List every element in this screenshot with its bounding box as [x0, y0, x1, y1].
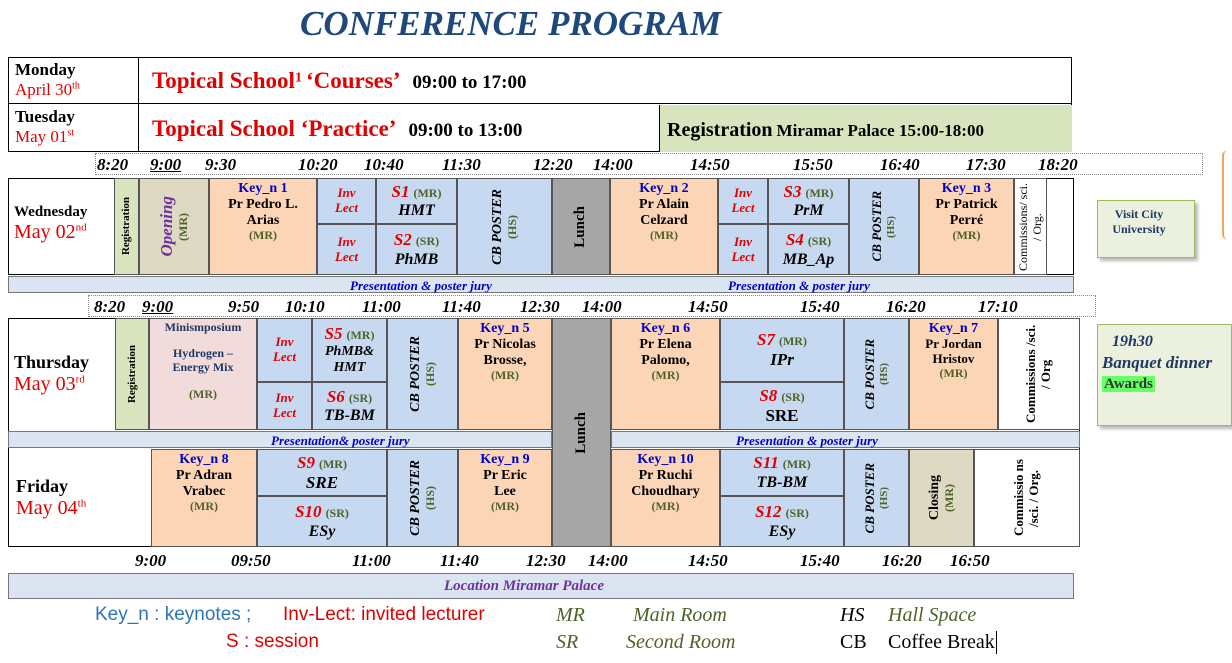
thu-session-s6	[312, 382, 387, 430]
wed-inv-lect-1	[317, 178, 376, 224]
wed-opening-label: Opening	[157, 196, 177, 257]
thu-fri-lunch	[552, 318, 611, 547]
time-label: 8:20	[97, 155, 129, 174]
monday-topical-label: Topical School	[152, 68, 295, 93]
legend-mr-desc: Main Room	[633, 604, 727, 626]
fri-s12-label: S12	[755, 502, 782, 522]
fri-key8-room: (MR)	[190, 499, 218, 514]
legend-sr: SR	[556, 631, 579, 653]
wed-inv-lect-4	[718, 224, 768, 275]
thursday-label	[14, 352, 89, 396]
thu-s7-label: S7	[757, 330, 775, 350]
thu-inv2-label: Inv Lect	[272, 390, 297, 420]
wed-commissions-label: Commissions/ sci. / Org.	[1015, 182, 1044, 271]
wed-key2-label: Key_n 2	[639, 181, 689, 196]
time-label: 8:20	[94, 297, 126, 316]
time-label: 10:20	[298, 155, 338, 174]
fri-s9-topic: SRE	[305, 472, 339, 492]
fri-closing-label: Closing	[926, 475, 942, 521]
wed-key1-name: Pr Pedro L. Arias	[228, 197, 298, 229]
wed-s1-room: (MR)	[413, 185, 442, 200]
tuesday-topical-label: Topical School ‘Practice’	[152, 116, 397, 141]
fri-key10-room: (MR)	[651, 499, 680, 514]
time-label: 14:50	[690, 155, 730, 174]
thu-mini-room: (MR)	[189, 387, 217, 402]
wed-opening	[139, 178, 209, 275]
wed-keynote-3	[919, 178, 1014, 275]
monday-topical	[152, 68, 526, 94]
fri-session-s12	[720, 496, 844, 547]
fri-key8-label: Key_n 8	[179, 452, 229, 467]
time-label: 12:30	[526, 551, 566, 570]
wed-session-s2	[376, 224, 457, 275]
wed-s1-label: S1	[391, 181, 410, 201]
banquet-time: 19h30	[1112, 333, 1153, 350]
friday-date-sup: th	[77, 497, 87, 510]
thu-s8-room: (SR)	[781, 390, 805, 405]
time-label: 9:00	[135, 551, 167, 570]
time-label: 18:20	[1038, 155, 1078, 174]
thu-key6-label: Key_n 6	[640, 321, 691, 336]
time-label: 15:40	[800, 297, 840, 316]
fri-coffee-poster-1	[387, 449, 458, 547]
tuesday-registration	[659, 105, 1072, 152]
wed-cb1-hs: (HS)	[504, 214, 519, 239]
fri-key9-room: (MR)	[491, 499, 519, 514]
fri-keynote-10	[611, 449, 720, 547]
wed-session-s4	[768, 224, 849, 275]
wed-lunch	[552, 178, 610, 275]
thu-cb1-hs: (HS)	[422, 362, 437, 386]
wed-s3-topic: PrM	[793, 202, 824, 219]
visit-label: Visit City University	[1112, 207, 1166, 236]
time-label: 09:50	[231, 551, 271, 570]
wed-s4-room: (SR)	[807, 234, 832, 249]
thu-registration	[115, 318, 149, 430]
fri-commissions-label: Commissio ns /sci. / Org.	[1011, 459, 1041, 537]
time-label: 14:00	[588, 551, 628, 570]
fri-session-s11	[720, 449, 844, 496]
wed-s3-room: (MR)	[805, 185, 834, 200]
time-label: 12:30	[520, 297, 560, 316]
legend-sr-desc: Second Room	[626, 631, 736, 653]
time-label: 11:00	[362, 297, 401, 316]
thu-s8-label: S8	[759, 386, 778, 406]
fri-closing-room: (MR)	[941, 484, 956, 512]
thursday-date: May 03	[14, 373, 76, 395]
wed-lunch-label: Lunch	[572, 205, 589, 248]
wed-band-2: Presentation & poster jury	[728, 278, 870, 293]
thu-commissions-label: Commissions /sci. / Org	[1023, 324, 1053, 424]
thu-mini-title: Minismposium	[164, 320, 242, 334]
location-label: Location Miramar Palace	[444, 578, 604, 594]
tuesday-day: Tuesday	[15, 107, 75, 126]
thu-cb2-label: CB POSTER	[861, 338, 877, 410]
wed-key1-label: Key_n 1	[238, 181, 288, 196]
thu-coffee-poster-2	[844, 318, 909, 430]
fri-commissions	[974, 449, 1080, 547]
thu-band-2: Presentation & poster jury	[736, 433, 878, 448]
wed-key1-room: (MR)	[249, 228, 277, 243]
time-label: 9:00	[150, 155, 182, 174]
wed-registration	[114, 178, 139, 275]
thu-commissions	[998, 318, 1080, 430]
thursday-day: Thursday	[14, 352, 90, 372]
fri-s11-label: S11	[753, 453, 779, 473]
wed-band-1: Presentation & poster jury	[350, 278, 492, 293]
monday-time: 09:00 to 17:00	[412, 72, 527, 93]
wed-inv3-label: Inv Lect	[731, 185, 755, 215]
tuesday-date: May 01	[15, 127, 68, 146]
fri-cb2-label: CB POSTER	[861, 462, 877, 534]
time-row-1	[95, 153, 1203, 175]
thu-key7-room: (MR)	[939, 365, 968, 380]
monday-day: Monday	[15, 60, 76, 79]
wed-presentation-band	[8, 276, 1074, 293]
time-label: 15:50	[793, 155, 833, 174]
wed-s1-topic: HMT	[398, 202, 435, 219]
fri-key8-name: Pr Adran Vrabec	[175, 468, 233, 500]
wednesday-day: Wednesday	[14, 204, 88, 220]
edge-decoration	[1222, 150, 1232, 240]
legend-inv: Inv-Lect: invited lecturer	[283, 604, 485, 625]
time-label: 11:40	[442, 297, 481, 316]
thu-key7-label: Key_n 7	[928, 321, 979, 336]
thu-key6-name: Pr Elena Palomo,	[639, 337, 692, 369]
fri-key9-name: Pr Eric Lee	[483, 468, 527, 500]
wed-cb2-label: CB POSTER	[869, 191, 885, 262]
wed-key2-room: (MR)	[650, 228, 678, 243]
friday-label	[16, 476, 86, 520]
fri-s12-topic: ESy	[768, 522, 796, 540]
thu-inv1-label: Inv Lect	[272, 334, 297, 364]
time-label: 14:00	[582, 297, 622, 316]
time-label: 12:20	[533, 155, 573, 174]
fri-s11-topic: TB-BM	[756, 473, 808, 491]
fri-session-s10	[257, 496, 387, 547]
thu-keynote-5	[458, 318, 552, 430]
wed-session-s3	[768, 178, 849, 224]
wednesday-date-sup: nd	[75, 221, 87, 234]
wed-s2-topic: PhMB	[394, 250, 439, 268]
wed-s2-label: S2	[393, 230, 412, 250]
legend-mr: MR	[556, 604, 585, 626]
legend-cb: CB	[840, 631, 867, 653]
thursday-date-sup: rd	[75, 373, 85, 386]
wed-s3-label: S3	[783, 181, 802, 201]
fri-keynote-8	[151, 449, 257, 547]
wed-inv1-label: Inv Lect	[334, 185, 359, 215]
wed-coffee-poster-1	[457, 178, 552, 275]
time-label: 9:00	[142, 297, 174, 316]
legend-key: Key_n : keynotes ;	[95, 604, 252, 625]
wed-key3-name: Pr Patrick Perré	[935, 197, 998, 229]
wed-s2-room: (SR)	[415, 234, 440, 249]
legend-hs-desc: Hall Space	[888, 604, 977, 626]
thu-s5-label: S5	[324, 323, 343, 343]
thu-s5-room: (MR)	[346, 327, 375, 342]
thu-band-1: Presentation& poster jury	[271, 433, 410, 448]
tuesday-time: 09:00 to 13:00	[408, 120, 523, 141]
tuesday-date-sup: st	[67, 127, 75, 139]
wed-inv2-label: Inv Lect	[334, 233, 359, 264]
time-label: 11:40	[440, 551, 479, 570]
thu-key5-label: Key_n 5	[480, 321, 530, 336]
time-label: 15:40	[800, 551, 840, 570]
thu-session-s8	[720, 382, 844, 430]
wed-key2-name: Pr Alain Celzard	[639, 197, 689, 229]
fri-cb1-hs: (HS)	[422, 486, 437, 510]
fri-s11-room: (MR)	[782, 457, 811, 472]
banquet-title: Banquet dinner	[1102, 353, 1213, 372]
fri-session-s9	[257, 449, 387, 496]
thu-mini-topic: Hydrogen – Energy Mix	[172, 345, 234, 374]
tuesday-reg-label: Registration	[667, 119, 773, 141]
fri-s10-topic: ESy	[308, 522, 336, 540]
thu-lunch-label: Lunch	[572, 411, 589, 454]
fri-coffee-poster-2	[844, 449, 909, 547]
fri-s10-label: S10	[295, 502, 322, 522]
thu-minisymposium	[149, 318, 257, 430]
thu-session-s7	[720, 318, 844, 382]
thu-inv-lect-2	[257, 382, 312, 430]
thu-s6-topic: TB-BM	[324, 407, 375, 424]
banquet-box	[1097, 324, 1232, 426]
thu-cb2-hs: (HS)	[877, 363, 890, 385]
monday-date: April 30	[15, 80, 73, 99]
page-title: CONFERENCE PROGRAM	[300, 4, 722, 43]
thu-s6-room: (SR)	[348, 390, 373, 405]
thu-key5-room: (MR)	[491, 368, 519, 383]
wednesday-date: May 02	[14, 221, 76, 243]
tuesday-reg-place: Miramar Palace 15:00-18:00	[776, 121, 984, 140]
fri-cb1-label: CB POSTER	[407, 460, 423, 536]
time-label: 16:20	[886, 297, 926, 316]
fri-s9-room: (MR)	[318, 456, 347, 471]
wed-coffee-poster-2	[849, 178, 919, 275]
tuesday-topical	[152, 116, 522, 142]
wed-keynote-1	[209, 178, 317, 275]
thu-key7-name: Pr Jordan Hristov	[925, 336, 982, 367]
wed-inv4-label: Inv Lect	[731, 233, 755, 264]
thu-session-s5	[312, 318, 387, 382]
thu-s7-room: (MR)	[778, 334, 807, 349]
monday-label	[8, 57, 139, 104]
time-label: 14:50	[688, 551, 728, 570]
legend-cb-desc: Coffee Break	[888, 631, 995, 653]
wed-keynote-2	[610, 178, 718, 275]
visit-city-university	[1097, 200, 1195, 258]
fri-key10-name: Pr Ruchi Choudhary	[631, 468, 700, 500]
friday-date: May 04	[16, 497, 78, 519]
wed-opening-room: (MR)	[175, 212, 190, 241]
thu-keynote-6	[611, 318, 720, 430]
wed-cb1-label: CB POSTER	[489, 188, 505, 265]
thu-s8-topic: SRE	[765, 406, 799, 426]
wed-s4-label: S4	[785, 230, 804, 250]
legend-hs: HS	[840, 604, 865, 626]
time-label: 10:40	[364, 155, 404, 174]
monday-courses: ‘Courses’	[305, 68, 401, 93]
fri-key10-label: Key_n 10	[637, 452, 694, 467]
wed-session-s1	[376, 178, 457, 224]
friday-day: Friday	[16, 476, 68, 496]
time-label: 17:10	[978, 297, 1018, 316]
fri-closing	[909, 449, 974, 547]
fri-keynote-9	[458, 449, 552, 547]
fri-s10-room: (SR)	[325, 506, 349, 521]
fri-cb2-hs: (HS)	[877, 487, 890, 509]
tuesday-label	[8, 104, 139, 152]
thu-keynote-7	[909, 318, 998, 430]
wed-key3-room: (MR)	[952, 228, 981, 243]
time-label: 14:00	[593, 155, 633, 174]
legend-s: S : session	[226, 631, 319, 652]
banquet-awards: Awards	[1104, 376, 1153, 392]
time-label: 11:00	[352, 551, 391, 570]
time-label: 14:50	[688, 297, 728, 316]
fri-key9-label: Key_n 9	[480, 452, 530, 467]
wed-s4-topic: MB_Ap	[782, 250, 835, 268]
time-label: 16:20	[882, 551, 922, 570]
thu-s5-topic: PhMB& HMT	[324, 344, 374, 376]
time-label: 17:30	[966, 155, 1006, 174]
thu-inv-lect-1	[257, 318, 312, 382]
time-label: 9:50	[228, 297, 260, 316]
thu-key6-room: (MR)	[651, 368, 680, 383]
monday-date-sup: th	[72, 80, 80, 92]
time-label: 10:10	[285, 297, 325, 316]
wed-registration-label: Registration	[120, 197, 133, 256]
thu-s6-label: S6	[326, 386, 345, 406]
thu-coffee-poster-1	[387, 318, 458, 430]
time-label: 9:30	[205, 155, 237, 174]
time-label: 16:50	[950, 551, 990, 570]
wednesday-label	[14, 204, 87, 244]
wed-cb2-hs: (HS)	[885, 215, 898, 238]
wed-inv-lect-3	[718, 178, 768, 224]
wed-inv-lect-2	[317, 224, 376, 275]
wed-key3-label: Key_n 3	[941, 181, 992, 196]
thu-key5-name: Pr Nicolas Brosse,	[474, 337, 536, 369]
time-label: 16:40	[880, 155, 920, 174]
fri-s9-label: S9	[297, 452, 315, 472]
thu-s7-topic: IPr	[770, 350, 794, 370]
thu-cb1-label: CB POSTER	[407, 336, 423, 412]
fri-s12-room: (SR)	[785, 506, 809, 521]
thu-registration-label: Registration	[125, 344, 138, 404]
time-label: 11:30	[442, 155, 481, 174]
wed-commissions	[1014, 178, 1047, 275]
monday-topical-sup: 1	[294, 70, 302, 86]
